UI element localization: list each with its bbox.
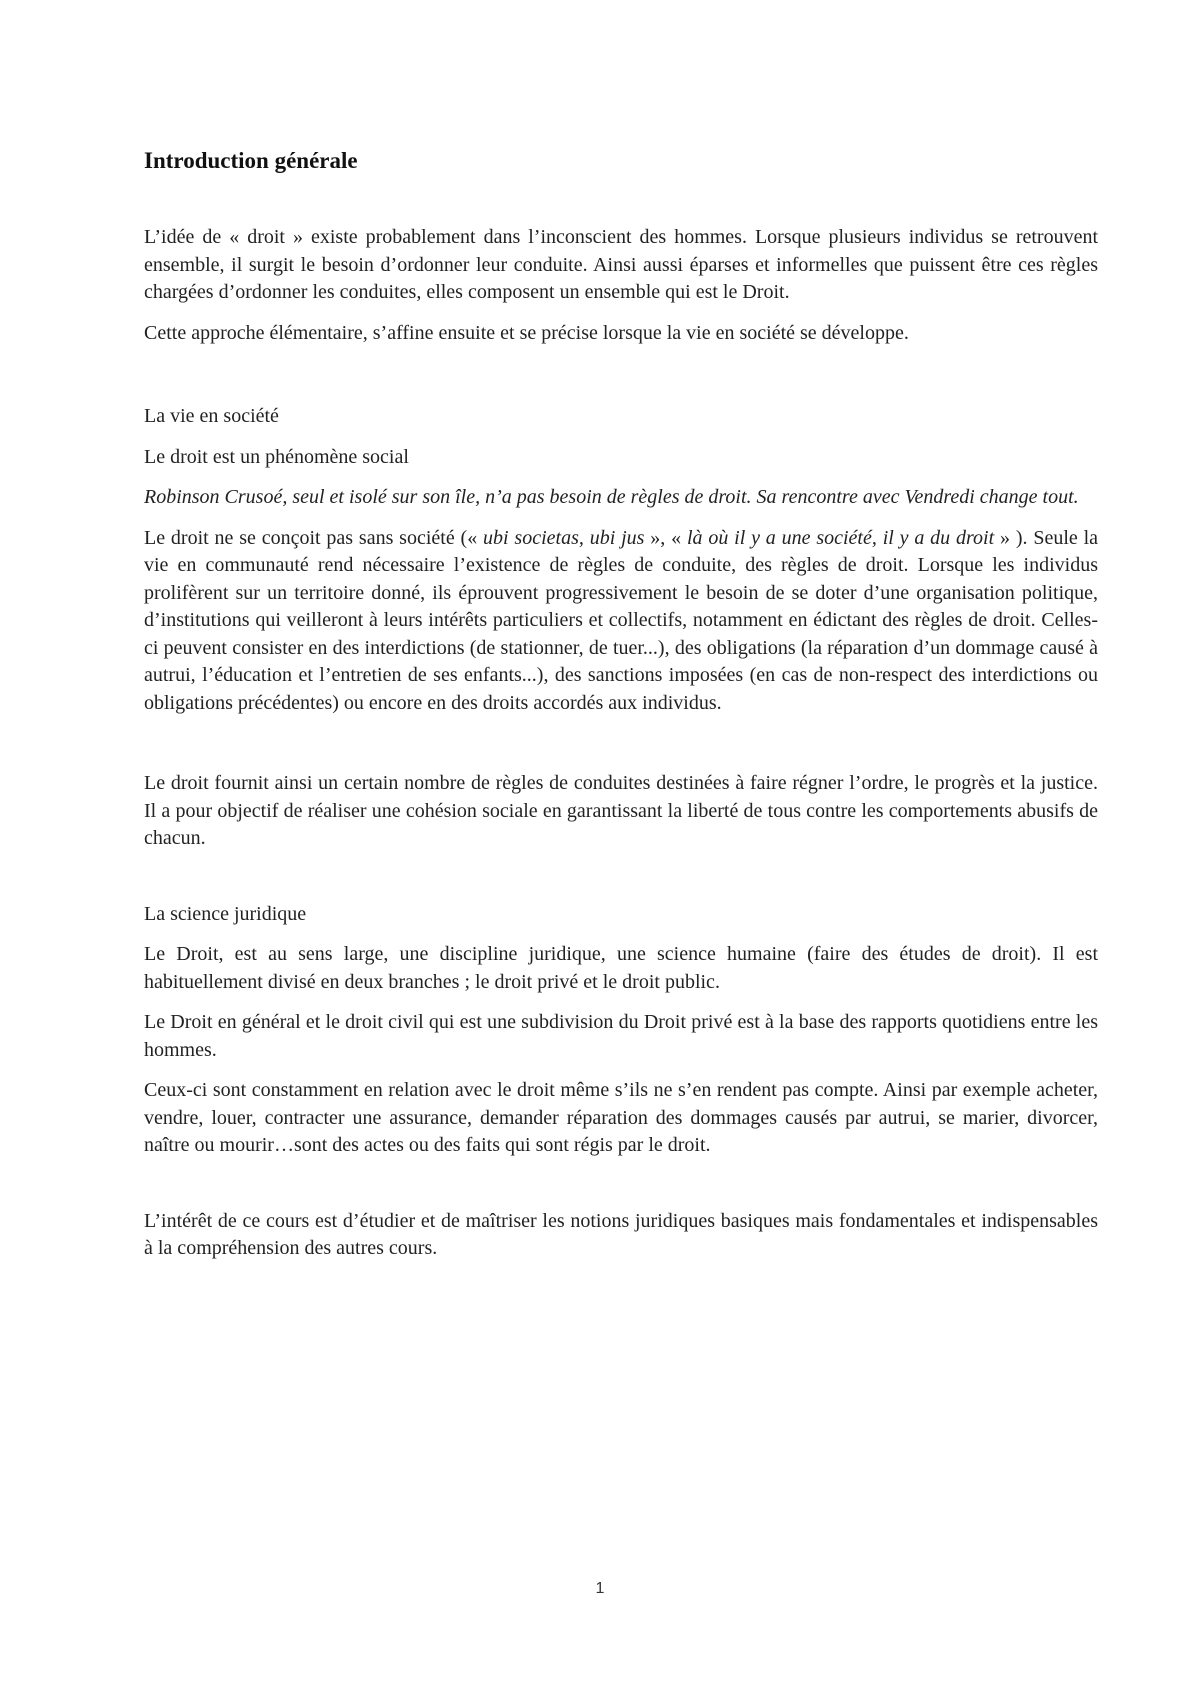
document-title: Introduction générale [144,148,358,173]
section-heading-science-juridique: La science juridique [144,902,307,925]
paragraph-interet-cours: L’intérêt de ce cours est d’étudier et de maîtriser les notions juridiques basiques mais fondamentales et indispensables à la compréhension des autres cours. [144,1209,1098,1259]
intro-paragraph-1: L’idée de « droit » existe probablement dans l’inconscient des hommes. Lorsque plusieurs individus se retrouvent ensemble, il surgit le besoin d’ordonner leur conduite. Ainsi aussi éparses et informelles que puissent être ces règles chargées d’ordonner les conduites, elles composent un ensemble qui est le Droit. [144,226,1098,303]
robinson-italic-text: Robinson Crusoé, seul et isolé sur son île, n’a pas besoin de règles de droit. Sa rencontre avec Vendredi change tout. [144,486,1079,508]
paragraph-droit-societe-end: » ). Seule la vie en communauté rend nécessaire l’existence de règles de conduite, des règles de droit. Lorsque les individus prolifèrent sur un territoire donné, ils éprouvent progressivement le besoin de se doter d’une organisation politique, d’institutions qui veilleront à leurs intérêts particuliers et collectifs, notamment en édictant des règles de droit. Celles-ci peuvent consister en des interdictions (de stationner, de tuer...), des obligations (la réparation d’un dommage causé à autrui, l’éducation et l’entretien de ses enfants...), des sanctions imposées (en cas de non-respect des interdictions ou obligations précédentes) ou encore en des droits accordés aux individus. [144,526,1099,714]
latin-quote: ubi societas, ubi jus [483,526,645,549]
intro-paragraph-2: Cette approche élémentaire, s’affine ensuite et se précise lorsque la vie en société se développe. [144,321,909,344]
page-number: 1 [595,1580,605,1597]
paragraph-droit-fournit: Le droit fournit ainsi un certain nombre de règles de conduites destinées à faire régner l’ordre, le progrès et la justice. Il a pour objectif de réaliser une cohésion sociale en garantissant la liberté de tous contre les comportements abusifs de chacun. [144,772,1098,849]
section-subheading-phenomene-social: Le droit est un phénomène social [144,445,409,468]
paragraph-droit-societe-mid: », « [644,526,687,549]
section-heading-vie-en-societe: La vie en société [144,405,279,427]
italic-paragraph-robinson [144,484,1098,512]
paragraph-droit-societe [144,525,1098,718]
paragraph-droit-discipline: Le Droit, est au sens large, une discipline juridique, une science humaine (faire des études de droit). Il est habituellement divisé en deux branches ; le droit privé et le droit public. [144,943,1098,993]
page-content [144,146,1098,1276]
paragraph-droit-civil: Le Droit en général et le droit civil qui est une subdivision du Droit privé est à la base des rapports quotidiens entre les hommes. [144,1011,1098,1061]
paragraph-ceux-ci: Ceux-ci sont constamment en relation avec le droit même s’ils ne s’en rendent pas compte. Ainsi par exemple acheter, vendre, louer, contracter une assurance, demander réparation des dommages causés par autrui, se marier, divorcer, naître ou mourir…sont des actes ou des faits qui sont régis par le droit. [144,1079,1098,1156]
paragraph-droit-societe-start: Le droit ne se conçoit pas sans société (« [144,526,484,549]
french-quote: là où il y a une société, il y a du droit [686,526,995,549]
